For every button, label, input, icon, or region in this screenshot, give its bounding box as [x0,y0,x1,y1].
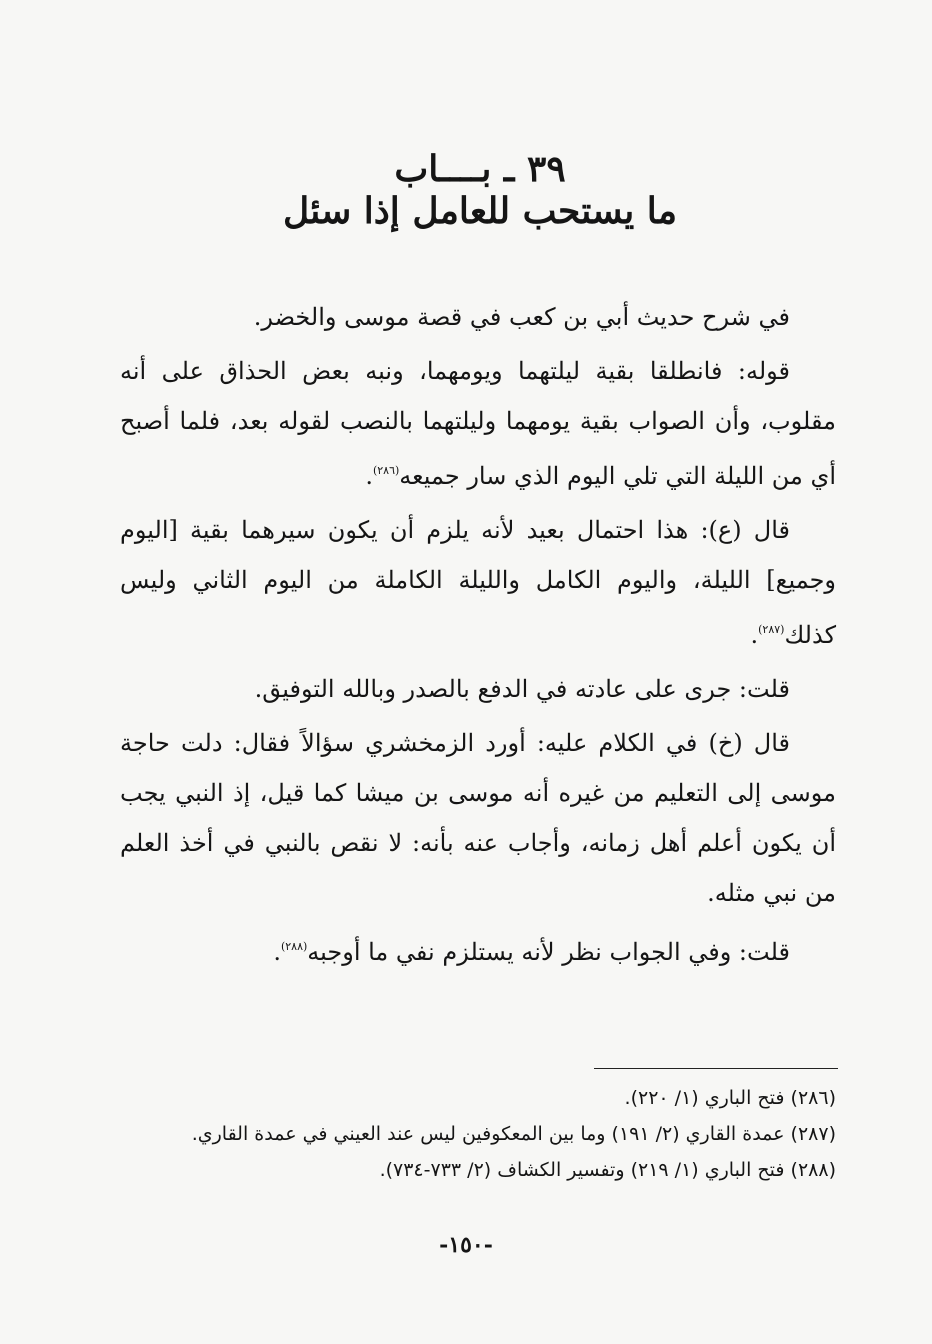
paragraph-text: قال (خ) في الكلام عليه: أورد الزمخشري سؤالاً فقال: دلت حاجة موسى إلى التعليم من غيره أنه موسى بن ميشا كما قيل، إذ النبي يجب أن يكون أعلم أهل زمانه، وأجاب عنه بأنه: لا نقص بالنبي في أخذ العلم من نبي مثله. [120,729,836,907]
paragraph-text: قوله: فانطلقا بقية ليلتهما ويومهما، ونبه بعض الحذاق على أنه مقلوب، وأن الصواب بقية يومهما وليلتهما بالنصب لقوله بعد، فلما أصبح أي من الليلة التي تلي اليوم الذي سار جميعه [120,357,836,490]
footnote-reference: (٢٨٦) [372,464,400,477]
paragraph-text: في شرح حديث أبي بن كعب في قصة موسى والخضر. [253,303,790,331]
paragraph-end: . [750,621,759,649]
paragraph-end: . [273,938,281,966]
paragraph-text: قال (ع): هذا احتمال بعيد لأنه يلزم أن يكون سيرهما بقية [اليوم وجميع] الليلة، واليوم الكامل والليلة الكاملة من اليوم الثاني وليس كذلك [120,516,836,649]
footnote-287: (٢٨٧) عمدة القاري (٢/ ١٩١) وما بين المعكوفين ليس عند العيني في عمدة القاري. [191,1123,836,1145]
main-text [120,292,836,981]
paragraph-6 [120,922,836,977]
chapter-title: ما يستحب للعامل إذا سئل [282,190,678,232]
page-number: -١٥٠- [439,1232,493,1258]
footnote-reference: (٢٨٨) [280,940,308,953]
paragraph-3 [120,505,836,660]
paragraph-4 [120,664,836,714]
paragraph-2 [120,346,836,501]
footnote-divider [594,1068,838,1069]
paragraph-1 [120,292,836,342]
footnotes [100,1080,836,1188]
footnote-286: (٢٨٦) فتح الباري (١/ ٢٢٠). [624,1087,836,1109]
paragraph-end: . [365,462,373,490]
paragraph-text: قلت: جرى على عادته في الدفع بالصدر وبالله التوفيق. [254,675,790,703]
chapter-number: ٣٩ ـ بــــاب [394,148,566,190]
paragraph-5 [120,718,836,918]
footnote-288: (٢٨٨) فتح الباري (١/ ٢١٩) وتفسير الكشاف (٢/ ٧٣٣-٧٣٤). [379,1159,836,1181]
footnote-reference: (٢٨٧) [758,623,785,636]
paragraph-text: قلت: وفي الجواب نظر لأنه يستلزم نفي ما أوجبه [307,938,790,966]
